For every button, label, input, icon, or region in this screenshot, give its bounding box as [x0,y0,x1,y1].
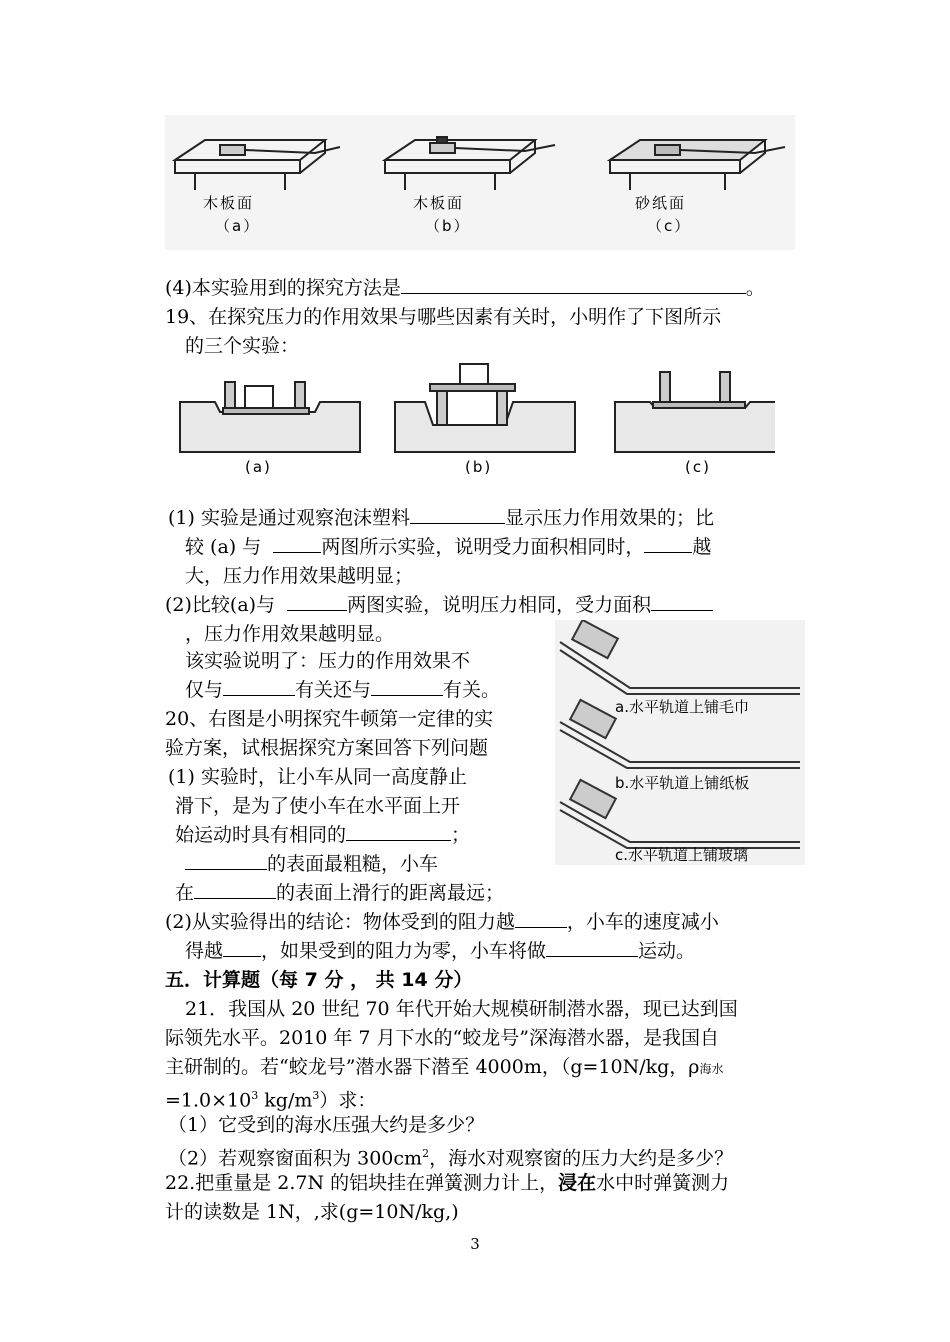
q21-line1: 21．我国从 20 世纪 70 年代开始大规模研制潜水器，现已达到国 [185,998,738,1020]
fig20-label-b: b.水平轨道上铺纸板 [615,774,750,792]
fig18-caption-b: 木板面 [413,194,465,212]
newton-cart-figure [555,620,805,865]
fig18-label-a: （a） [215,217,261,235]
q20-part1-line1: (1) 实验时，让小车从同一高度静止 [168,766,467,788]
q19-part1-line3: 大，压力作用效果越明显； [185,565,414,587]
section5-title: 五．计算题（每 7 分 ， 共 14 分） [165,969,473,991]
fig18-label-b: （b） [425,217,471,235]
q18-part4: (4)本实验用到的探究方法是 。 [165,277,765,299]
q20-stem-line2: 验方案，试根据探究方案回答下列问题 [165,737,489,759]
q20-part1-line4: 的表面最粗糙，小车 [185,851,438,877]
q20-part2-line2: 得越 ，如果受到的阻力为零，小车将做 运动。 [185,940,696,962]
fig20-label-a: a.水平轨道上铺毛巾 [615,698,749,716]
fig20-label-c: c.水平轨道上铺玻璃 [615,846,749,864]
q19-conclusion-line2: 仅与 有关还与 有关。 [185,679,501,701]
fig19-label-c: (c) [685,458,711,476]
q20-stem-line1: 20、右图是小明探究牛顿第一定律的实 [165,708,494,730]
q20-part1-line3: 始运动时具有相同的 ； [175,824,471,846]
pressure-experiment-figure [175,360,775,480]
q20-part2-line1: (2)从实验得出的结论：物体受到的阻力越 ，小车的速度减小 [165,911,719,933]
q22-line2: 计的读数是 1N，,求(g=10N/kg,) [165,1201,459,1223]
friction-experiment-figure [165,115,795,250]
q21-question2: （2）若观察窗面积为 $300cm^2$，海水对观察窗的压力大约是多少？ [168,1147,734,1170]
q19-stem-line2: 的三个实验： [185,335,300,357]
fig18-caption-c: 砂纸面 [635,194,687,212]
q19-stem-line1: 19、在探究压力的作用效果与哪些因素有关时，小明作了下图所示 [165,306,722,328]
fig19-label-a: (a) [245,458,272,476]
page-number: 3 [470,1235,480,1253]
q19-part1-line1: (1) 实验是通过观察泡沫塑料 显示压力作用效果的；比 [168,507,714,529]
q19-part2-line1: (2)比较(a)与 两图实验，说明压力相同，受力面积 [165,592,713,618]
q21-line3: 主研制的。若“蛟龙号”潜水器下潜至 4000m，（g=10N/kg，ρ海水 [165,1056,724,1078]
q21-question1: （1）它受到的海水压强大约是多少？ [168,1114,485,1136]
q19-part1-line2: 较 (a) 与 两图所示实验，说明受力面积相同时， 越 [185,536,712,558]
fig18-caption-a: 木板面 [203,194,255,212]
fig18-label-c: （c） [647,217,692,235]
q21-line4: $=1.0\times 10^3$ $kg/m^3$）求： [165,1089,377,1112]
q22-line1: 22.把重量是 2.7N 的铝块挂在弹簧测力计上，浸在水中时弹簧测力 [165,1172,730,1194]
fig19-label-b: (b) [465,458,493,476]
q19-part2-line2: ，压力作用效果越明显。 [185,623,395,645]
q21-line2: 际领先水平。2010 年 7 月下水的“蛟龙号”深海潜水器，是我国自 [165,1027,719,1049]
q20-part1-line5: 在 的表面上滑行的距离最远； [175,882,505,904]
q19-conclusion-line1: 该实验说明了：压力的作用效果不 [185,650,471,672]
q20-part1-line2: 滑下，是为了使小车在水平面上开 [175,795,461,817]
